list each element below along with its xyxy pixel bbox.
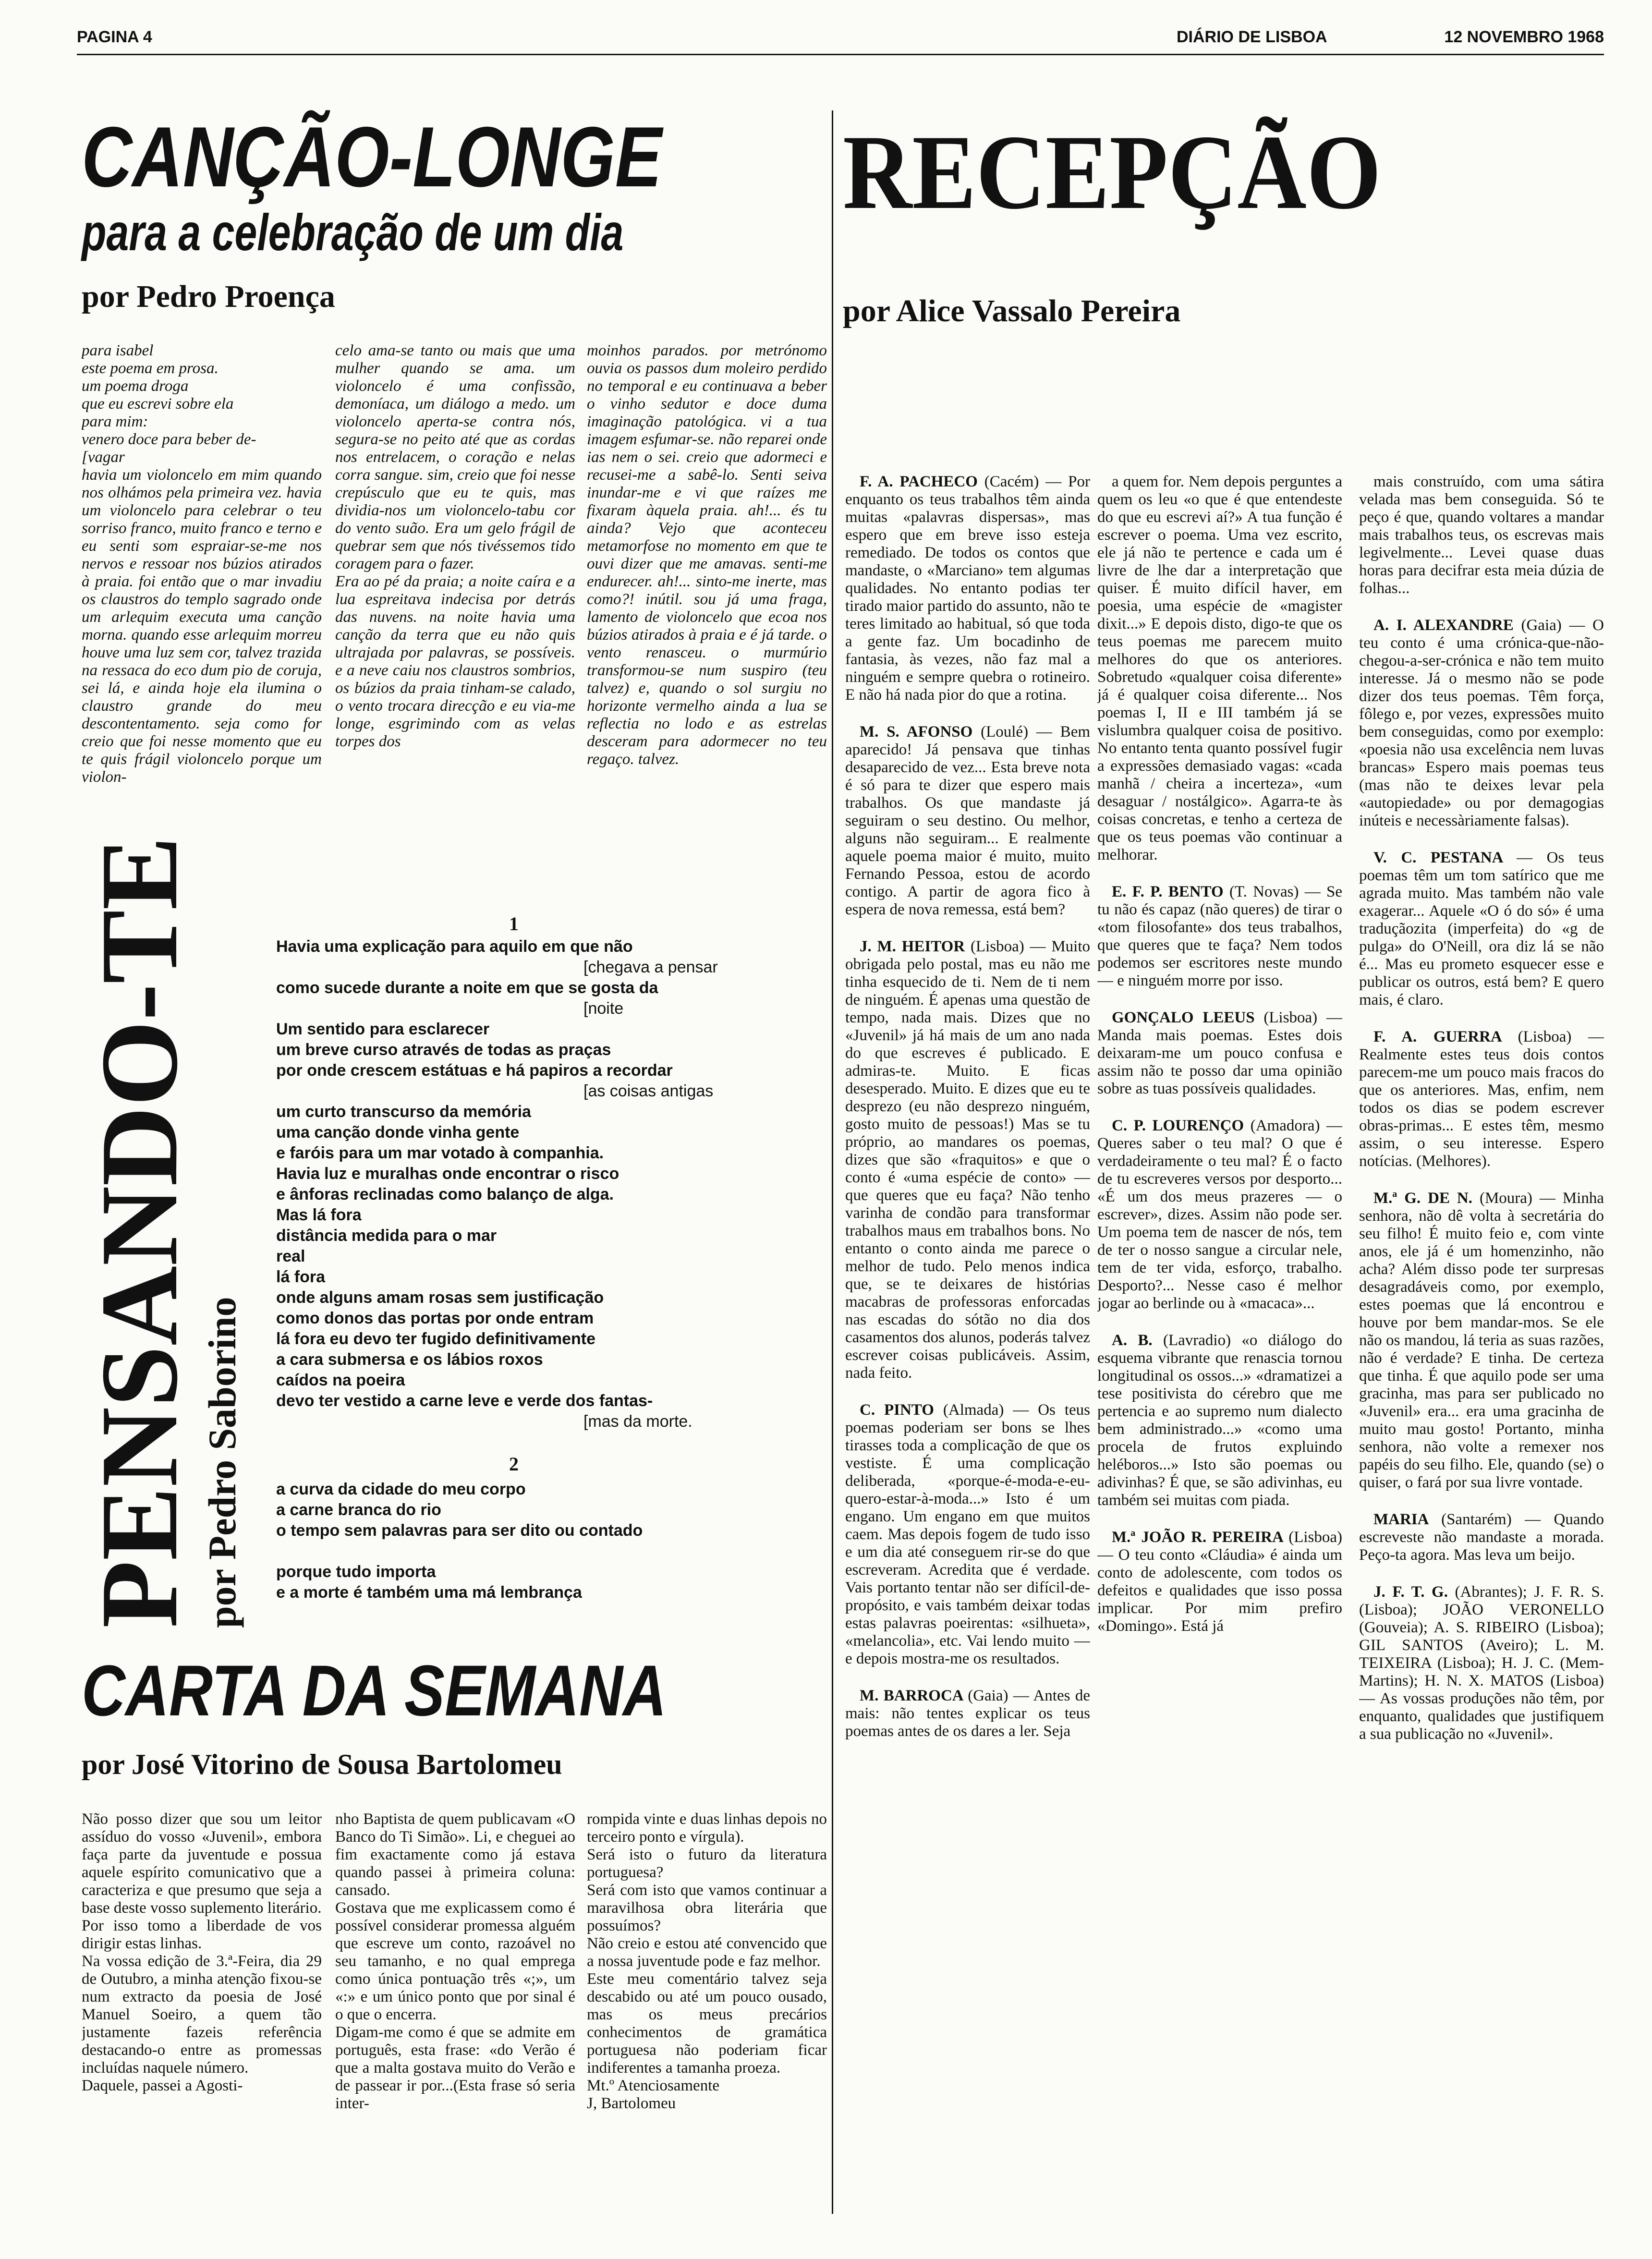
reader-name: M.ª JOÃO R. PEREIRA [1112,1529,1289,1546]
reader-name: J. M. HEITOR [860,938,971,955]
reader-place: (Lisboa) [970,938,1030,955]
reader-place: (Gaia) [968,1687,1013,1704]
reply-text: — Os teus poemas têm um tom satírico que me agrada muito. Mas também não vale exagerar... Aquele «O ó do só» é uma traduçãozita (imperfeita) do «g de pulga» do O'Neill, ora diz lá se não é... Mas eu prometo esquecer esse e publicar os outros, está bem? E quero mais, é claro. [1359,849,1604,1008]
reader-reply [1097,1332,1342,1509]
cancao-byline: por Pedro Proença [82,279,335,314]
reader-reply [1359,1511,1604,1564]
cancao-title: CANÇÃO-LONGE [82,109,662,205]
reply-text: — As vossas produções não têm, por enquanto, qualidades que justifiquem a sua publicação no «Juvenil». [1359,1690,1604,1743]
reader-reply [1097,1009,1342,1098]
reader-place: (Amadora) [1250,1117,1326,1134]
reader-reply [845,938,1090,1382]
reply-text: — O teu conto é uma crónica-que-não-chegou-a-ser-crónica e não tem muito interesse. Já o mesmo não se pode dizer dos teus poemas. Têm força, fôlego e, por vezes, expressões muito bem conseguidas, como por exemplo: «poesia não usa excelência nem luvas brancas» Espero mais poemas teus (mas não te deixes levar pela «autopiedade» ou por demagogias inúteis e necessàriamente falsas). [1359,617,1604,829]
poem-line: [as coisas antigas [583,1082,714,1100]
reader-reply [1097,883,1342,990]
reader-place: (Loulé) [981,723,1036,741]
reader-name: F. A. GUERRA [1373,1028,1518,1045]
reader-name: J. F. T. G. [1373,1583,1455,1601]
poem-line: a curva da cidade do meu corpo [276,1480,526,1498]
reply-text: — Os teus poemas poderiam ser bons se lhes tirasses toda a complicação de que os vestiste. É uma complicação deliberada, «porque-é-moda-e-eu-quero-estar-à-moda...» Isto é um engano. Um engano em que muitos caem. Mas depois fogem de tudo isso e um dia até conseguem rir-se do que escreveram. Acredita que é verdade. Vais portanto tentar não ser difícil-de-propósito, e vais também deixar todas estas palavras poeirentas: «silhueta», «melancolia», etc. Vai lendo muito — e depois mostra-me os resultados. [845,1401,1090,1667]
reader-name: A. B. [1112,1332,1163,1349]
reader-reply [845,723,1090,919]
reader-name: GONÇALO LEEUS [1112,1009,1264,1026]
reply-text: — Se tu não és capaz (não queres) de tirar o «tom filosofante» dos teus trabalhos, que queres que te faça? Nem todos podemos ser escritores neste mundo — e ninguém morre por isso. [1097,883,1342,989]
poem-line: a cara submersa e os lábios roxos [276,1350,543,1369]
reader-reply [845,1401,1090,1668]
reply-text: — Por enquanto os teus trabalhos têm ainda muitas «palavras dispersas», mas espero que em breve isso esteja remediado. De todos os contos que mandaste, o «Marciano» tem algumas qualidades. No entanto podias ter tirado maior partido do assunto, não te teres limitado ao habitual, só que toda a gente faz. Um bocadinho de fantasia, às vezes, não faz mal a ninguém e sempre quebra o rotineiro. E não há nada pior do que a rotina. [845,473,1090,704]
reader-place: (T. Novas) [1229,883,1305,900]
poem-line: como donos das portas por onde entram [276,1309,594,1327]
reader-place: (Lisboa) [1518,1028,1588,1045]
reader-reply [845,1687,1090,1740]
reader-reply [1359,1190,1604,1492]
poem-line: o tempo sem palavras para ser dito ou contado [276,1521,643,1540]
cancao-column-1: para isabel este poema em prosa. um poema droga que eu escrevi sobre ela para mim: venero doce para beber de- [vagar havia um violoncelo em mim quando nos olhámos pela primeira vez. havia um violoncelo para celebrar o teu sorriso franco, muito franco e terno e eu senti som espraiar-se-me nos nervos e ressoar nos búzios atirados à praia. foi então que o mar invadiu os claustros do templo sagrado onde um arlequim executa uma canção morna. quando esse arlequim morreu houve uma luz sem cor, talvez trazida na ressaca do eco dum pio de coruja, sei lá, e ainda hoje ela ilumina o claustro grande do meu descontentamento. seja como for creio que foi nesse momento que eu te quis frágil violoncelo porque um violon- [82,342,322,786]
reader-place: (Santarém) [1441,1511,1525,1528]
poem-line: lá fora eu devo ter fugido definitivamente [276,1330,595,1348]
poem-line: Havia uma explicação para aquilo em que não [276,937,633,956]
recepcao-column-3 [1359,473,1604,2231]
reply-text: — Antes de mais: não tentes explicar os teus poemas antes de os dares a ler. Seja [845,1687,1090,1740]
poem-line: por onde crescem estátuas e há papiros a recordar [276,1061,673,1080]
poem-line: um curto transcurso da memória [276,1103,531,1121]
reader-reply [1097,473,1342,864]
reader-reply [1097,1529,1342,1635]
reader-name: F. A. PACHECO [860,473,984,490]
poem-section-2: 2 [509,1453,519,1475]
cancao-column-3: moinhos parados. por metrónomo ouvia os passos dum moleiro perdido no temporal e eu continuava a beber o vinho sedutor e doce duma imaginação patológica. vi a tua imagem esfumar-se. não reparei onde ias nem o sei. creio que adormeci e recusei-me a sabê-lo. Senti seiva inundar-me e vi que raízes me fixaram àquela praia. ah!... és tu ainda? Vejo que aconteceu metamorfose no momento em que te ouvi dizer que me amavas. senti-me endurecer. ah!... sinto-me inerte, mas como?! inútil. sou já uma fraga, lamento de violoncelo que ecoa nos búzios atirados à praia e é já tarde. o vento renasceu. o murmúrio transformou-se num suspiro (teu talvez) e, quando o sol surgiu no horizonte vermelho ainda a lua se reflectia no lodo e as estrelas desceram para adormecer no teu regaço. talvez. [587,342,827,768]
reply-text: — Queres saber o teu mal? O que é verdadeiramente o teu mal? É o facto de tu escreveres versos por desporto... «É um dos meus prazeres — o escrever», dizes. Assim não pode ser. Um poema tem de nascer de nós, tem de ter o nosso sangue a circular nele, tem de ter vida, esforço, trabalho. Desporto?... Nesse caso é melhor jogar ao berlinde ou à «macaca»... [1097,1117,1342,1312]
carta-byline: por José Vitorino de Sousa Bartolomeu [82,1749,562,1780]
reader-place: (Lavradio) [1163,1332,1242,1349]
reader-place: (Abrantes); J. F. R. S. (Lisboa); JOÃO VERONELLO (Gouveia); A. S. RIBEIRO (Lisboa); GIL SANTOS (Aveiro); L. M. TEIXEIRA (Lisboa); H. J. C. (Mem-Martins); H. N. X. MATOS (Lisboa) [1359,1583,1604,1689]
reader-place: (Lisboa) [1288,1529,1342,1546]
header-rule [77,54,1604,55]
pensando-poem-part-2 [276,1479,828,1603]
reader-reply [1359,849,1604,1009]
reader-name: A. I. ALEXANDRE [1373,617,1521,634]
pensando-poem-part-1 [276,936,828,1432]
reply-text: — Bem aparecido! Já pensava que tinhas desaparecido de vez... Esta breve nota é só para te dizer que espero mais trabalhos. Os que mandaste já seguiram o seu destino. Ou melhor, alguns não seguiram... E realmente aquele poema maior é muito, muito Fernando Pessoa, estou de acordo contigo. A partir de agora fico à espera de nova remessa, está bem? [845,723,1090,918]
reader-reply [845,473,1090,704]
cancao-subtitle: para a celebração de um dia [82,203,624,261]
reply-text: — Quando escreveste não mandaste a morada. Peço-ta agora. Mas leva um beijo. [1359,1511,1604,1564]
reply-text: — O teu conto «Cláudia» é ainda um conto de adolescente, com todos os defeitos e qualidades que isso possa implicar. Por mim prefiro «Domingo». Está já [1097,1546,1342,1635]
reply-text: — Realmente estes teus dois contos parecem-me um pouco mais fracos do que os anteriores. Mas, enfim, nem todos os dias se podem escrever obras-primas... E estes têm, mesmo assim, o seu interesse. Espero notícias. (Melhores). [1359,1028,1604,1170]
newspaper-name: DIÁRIO DE LISBOA [1177,28,1327,46]
reader-name: C. PINTO [860,1401,943,1419]
page-number: PAGINA 4 [77,28,152,46]
poem-line: e ânforas reclinadas como balanço de alga. [276,1185,614,1203]
pensando-byline: por Pedro Saborino [200,1297,244,1628]
poem-line: e a morte é também uma má lembrança [276,1583,582,1602]
reader-name: M. S. AFONSO [860,723,981,741]
pensando-title: PENSANDO-TE [78,836,200,1628]
recepcao-column-2 [1097,473,1342,2231]
issue-date: 12 NOVEMBRO 1968 [1444,28,1604,46]
poem-line: lá fora [276,1268,326,1286]
reader-name: E. F. P. BENTO [1112,883,1229,900]
reader-place: (Lisboa) [1263,1009,1326,1026]
poem-line: e faróis para um mar votado à companhia. [276,1144,604,1162]
poem-line: [noite [583,999,624,1018]
poem-line: [mas da morte. [583,1412,692,1431]
reader-place: (Gaia) [1521,617,1569,634]
poem-line: Um sentido para esclarecer [276,1020,490,1038]
reader-place: (Moura) [1479,1190,1540,1207]
poem-line: porque tudo importa [276,1563,436,1581]
reader-name: M. BARROCA [860,1687,968,1704]
poem-line: uma canção donde vinha gente [276,1123,520,1142]
poem-line: devo ter vestido a carne leve e verde dos fantas- [276,1392,653,1410]
poem-line: Havia luz e muralhas onde encontrar o risco [276,1165,620,1183]
cancao-column-2: celo ama-se tanto ou mais que uma mulher quando se ama. um violoncelo é uma confissão, demoníaca, um diálogo a medo. um violoncelo aperta-se contra nós, segura-se no peito até que as cordas nos entrelacem, o coração e nelas corra sangue. sim, creio que foi nesse crepúsculo que eu te quis, mas dividia-nos um violoncelo-tabu cor do vento suão. Era um gelo frágil de quebrar sem que nós tivéssemos tido coragem para o fazer. Era ao pé da praia; a noite caíra e a lua espreitava indecisa por detrás das nuvens. na noite havia uma canção da terra que eu não quis ultrajada por palavras, se possíveis. e a neve caiu nos claustros sombrios, os búzios da praia tinham-se calado, o vento trocara direcção e eu via-me longe, esgrimindo com as velas torpes dos [335,342,575,750]
page-header [77,28,1604,57]
poem-line: onde alguns amam rosas sem justificação [276,1288,604,1307]
reader-name: C. P. LOURENÇO [1112,1117,1251,1134]
poem-line: [chegava a pensar [583,958,718,976]
poem-line: distância medida para o mar [276,1227,497,1245]
recepcao-title: RECEPÇÃO [843,113,1382,231]
poem-line [276,1541,828,1562]
poem-line: um breve curso através de todas as praças [276,1041,611,1059]
reply-text: — Minha senhora, não dê volta à secretária do seu filho! É muito feio e, com vinte anos, ele já é um homenzinho, não acha? Além disso pode ter surpresas desagradáveis como, por exemplo, estes poemas que lá encontrou e houve por bem mandar-mos. Se ele não os mandou, lá teria as suas razões, não é verdade? E tinha. De certeza que tinha. É que aquilo pode ser uma gracinha, mas para ser publicado no «Juvenil» era... era uma gracinha de muito mau gosto! Portanto, minha senhora, não volte a remexer nos papéis do seu filho. Ele, quando (se) o quiser, o fará por sua livre vontade. [1359,1190,1604,1491]
reader-name: V. C. PESTANA [1373,849,1517,866]
reader-reply [1097,1117,1342,1312]
column-divider [832,110,833,2214]
carta-title: CARTA DA SEMANA [82,1650,667,1731]
reader-name: M.ª G. DE N. [1373,1190,1480,1207]
carta-column-3: rompida vinte e duas linhas depois no terceiro ponto e vírgula). Será isto o futuro da literatura portuguesa? Será com isto que vamos continuar a maravilhosa obra literária que possuímos? Não creio e estou até convencido que a nossa juventude pode e faz melhor. Este meu comentário talvez seja descabido ou até um pouco ousado, mas os meus precários conhecimentos de gramática portuguesa não poderiam ficar indiferentes a tamanha proeza. Mt.º Atenciosamente J, Bartolomeu [587,1810,827,2112]
recepcao-column-1 [845,473,1090,2231]
poem-line: como sucede durante a noite em que se gosta da [276,979,658,997]
reply-text: a quem for. Nem depois perguntes a quem os leu «o que é que entendeste do que eu escrevi aí?» A tua função é escrever o poema. Uma vez escrito, ele já não te pertence e cada um é livre de lhe dar a interpretação que quiser. É muito difícil haver, em poesia, uma espécie de «magister dixit...» E depois disto, digo-te que os teus poemas me parecem muito melhores do que os anteriores. Sobretudo «qualquer coisa diferente» já é qualquer coisa diferente... Nos poemas I, II e III também já se vislumbra qualquer coisa de positivo. No entanto tenta quanto possível fugir a expressões demasiado vagas: «cada manhã / cheira a incerteza», «um desaguar / nostálgico». Agarra-te às coisas concretas, e tenho a certeza de que os teus poemas vão continuar a melhorar. [1097,473,1342,863]
poem-section-1: 1 [509,913,519,935]
reply-text: «o diálogo do esquema vibrante que renascia tornou longitudinal os ossos...» «dramatizei a tese positivista do cérebro que me pertencia e ao supremo num dialecto bem administrado...» «como uma procela de frutos expluindo heléboros...» Isto são poemas ou adivinhas? É que, se são adivinhas, eu também sei muitas com piada. [1097,1332,1342,1509]
poem-line: Mas lá fora [276,1206,362,1224]
reader-reply [1359,1028,1604,1170]
reader-place: (Almada) [943,1401,1013,1419]
reply-text: — Manda mais poemas. Estes dois deixaram-me um pouco confusa e assim não te posso dar uma opinião sobre as tuas possíveis qualidades. [1097,1009,1342,1097]
poem-line: a carne branca do rio [276,1501,441,1519]
recepcao-byline: por Alice Vassalo Pereira [843,293,1181,328]
reader-reply [1359,1583,1604,1743]
poem-line: caídos na poeira [276,1371,405,1389]
reader-name: MARIA [1373,1511,1442,1528]
reply-text: — Muito obrigada pelo postal, mas eu não me tinha esquecido de ti. Nem de ti nem de ninguém. É apenas uma questão de tempo, nada mais. Dizes que no «Juvenil» já há mais de um ano nada do que escreves é publicado. E admiras-te. Muito. E ficas desesperado. Muito. E dizes que eu te desprezo (eu não desprezo ninguém, gosto muito de pessoas!) Mas se tu próprio, ao mandares os poemas, dizes que são «fraquitos» e que o conto é «uma espécie de conto» — que queres que eu faça? Não tenho varinha de condão para transformar trabalhos maus em trabalhos bons. No entanto o conto ainda me parece o melhor de tudo. Pelo menos indica que, se te deixares de histórias macabras de professoras enforcadas nas escadas do sótão no dia dos casamentos dos alunos, poderás talvez escrever coisas publicáveis. Assim, nada feito. [845,938,1090,1382]
poem-line: real [276,1247,305,1265]
carta-column-1: Não posso dizer que sou um leitor assíduo do vosso «Juvenil», embora faça parte da juventude e possua aquele espírito comunicativo que a caracteriza e que presumo que seja a base deste vosso suplemento literário. Por isso tomo a liberdade de vos dirigir estas linhas. Na vossa edição de 3.ª-Feira, dia 29 de Outubro, a minha atenção fixou-se num extracto da poesia de José Manuel Soeiro, a quem tão justamente fazeis referência destacando-o entre as promessas incluídas naquele número. Daquele, passei a Agosti- [82,1810,322,2094]
carta-column-2: nho Baptista de quem publicavam «O Banco do Ti Simão». Li, e cheguei ao fim exactamente como já estava quando passei à primeira coluna: cansado. Gostava que me explicassem como é possível considerar promessa alguém que escreve um conto, razoável no seu tamanho, e no qual emprega como única pontuação três «;», um «:» e um único ponto que por sinal é o que o encerra. Digam-me como é que se admite em português, esta frase: «do Verão é que a malta gostava muito do Verão e de passear ir por...(Esta frase só seria inter- [335,1810,575,2112]
reader-reply [1359,617,1604,830]
reader-reply [1359,473,1604,597]
reply-text: mais construído, com uma sátira velada mas bem conseguida. Só te peço é que, quando voltares a mandar mais trabalhos teus, os escrevas mais legivelmente... Levei quase duas horas para decifrar esta meia dúzia de folhas... [1359,473,1604,597]
reader-place: (Cacém) [984,473,1046,490]
